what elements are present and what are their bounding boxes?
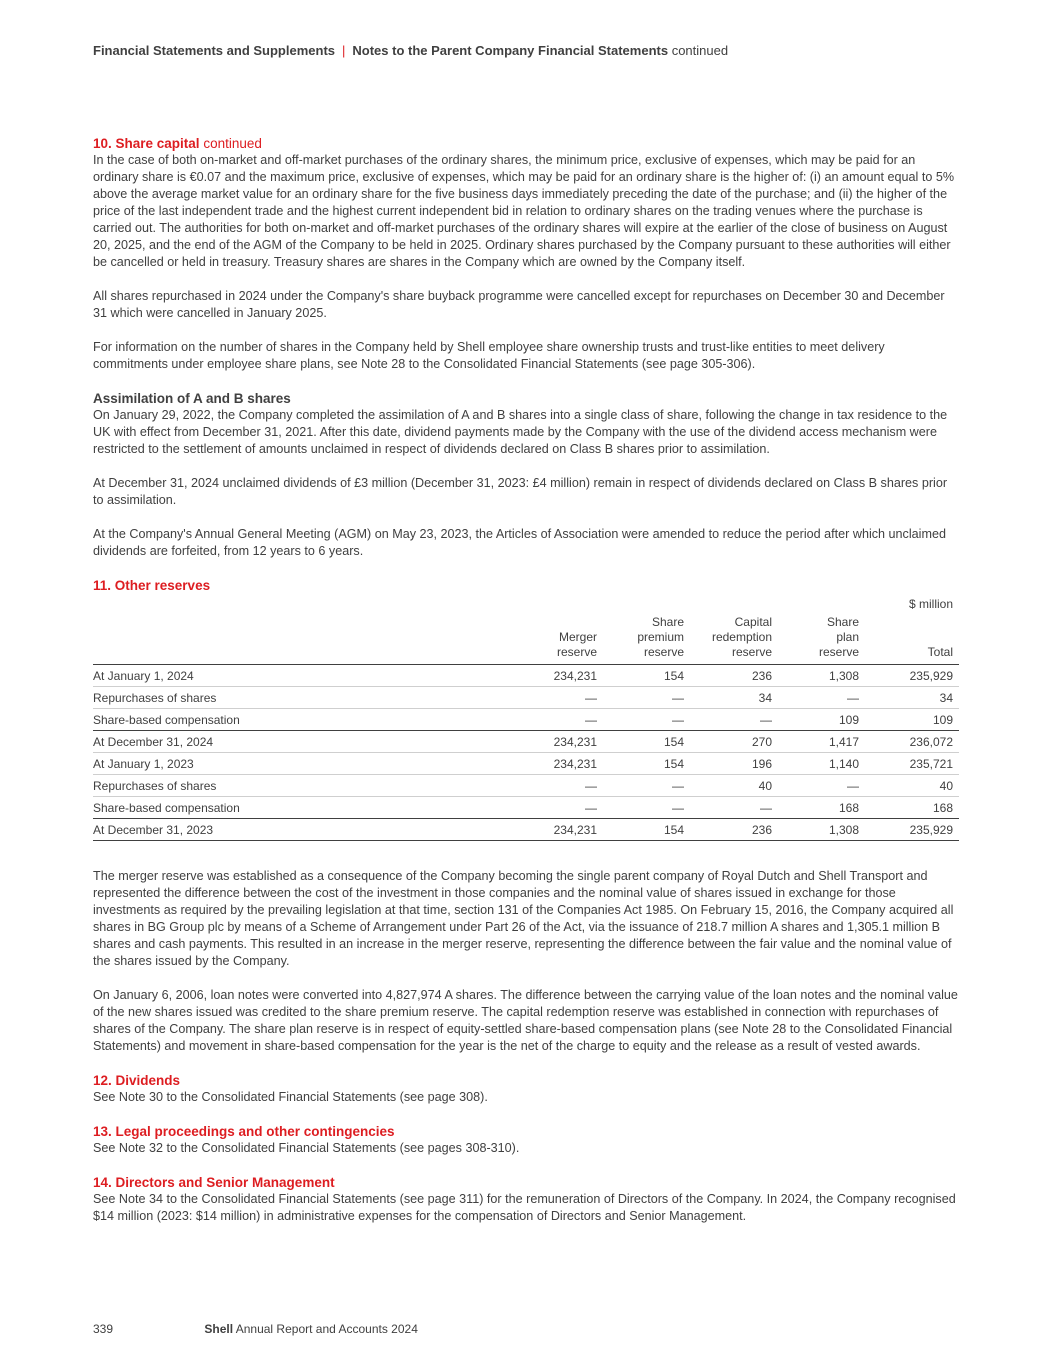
column-header: Share plan reserve bbox=[818, 615, 859, 659]
table-cell: — bbox=[603, 775, 690, 797]
note-12-heading: 12. Dividends bbox=[93, 1073, 181, 1088]
table-cell: 154 bbox=[603, 731, 690, 753]
table-row bbox=[93, 665, 959, 687]
table-cell: 34 bbox=[865, 687, 959, 709]
table-cell: 154 bbox=[603, 819, 690, 841]
other-reserves-table bbox=[93, 615, 959, 841]
table-row bbox=[93, 753, 959, 775]
table-cell: 168 bbox=[865, 797, 959, 819]
header-section: Financial Statements and Supplements bbox=[93, 43, 335, 58]
table-cell: 154 bbox=[603, 753, 690, 775]
note-13-text: See Note 32 to the Consolidated Financial Statements (see pages 308-310). bbox=[93, 1141, 520, 1155]
table-cell: 40 bbox=[690, 775, 778, 797]
table-cell: 235,929 bbox=[865, 665, 959, 687]
column-header: Total bbox=[927, 645, 953, 659]
table-cell: 154 bbox=[603, 665, 690, 687]
table-cell: — bbox=[603, 709, 690, 731]
table-cell: 1,140 bbox=[778, 753, 865, 775]
table-cell: 1,417 bbox=[778, 731, 865, 753]
table-cell: 234,231 bbox=[523, 753, 603, 775]
table-header-row bbox=[93, 615, 959, 665]
note-10-paragraph-5: At December 31, 2024 unclaimed dividends of £3 million (December 31, 2023: £4 million) remain in respect of dividends declared on Class B shares prior to assimilation. bbox=[93, 476, 948, 507]
header-suffix: continued bbox=[671, 43, 729, 58]
row-label: At January 1, 2024 bbox=[93, 665, 523, 687]
table-cell: — bbox=[778, 687, 865, 709]
assimilation-subheading: Assimilation of A and B shares bbox=[93, 391, 291, 406]
row-label: Share-based compensation bbox=[93, 797, 523, 819]
table-cell: 236 bbox=[690, 819, 778, 841]
table-cell: 109 bbox=[865, 709, 959, 731]
note-12-text: See Note 30 to the Consolidated Financial Statements (see page 308). bbox=[93, 1090, 488, 1104]
table-row bbox=[93, 797, 959, 819]
row-label: At January 1, 2023 bbox=[93, 753, 523, 775]
page-number: 339 bbox=[93, 1322, 114, 1336]
note-10-paragraph-3: For information on the number of shares in the Company held by Shell employee share ownership trusts and trust-like entities to meet delivery commitments under employee share plans, see Note 28 to the Consolidated Financial Statements (see page 305-306). bbox=[93, 340, 885, 371]
note-10-paragraph-1: In the case of both on-market and off-market purchases of the ordinary shares, the minimum price, exclusive of expenses, which may be paid for an ordinary share is €0.07 and the maximum price, exclusive of expenses, which may be paid for an ordinary share is the higher of: (i) an amount equal to 5% above the average market value for an ordinary share for the five business days immediately preceding the date of the purchase; and (ii) the higher of the price of the last independent trade and the highest current independent bid in relation to ordinary shares on the trading venues where the purchase is carried out. The authorities for both on-market and off-market purchases of the ordinary shares will expire at the earlier of the close of business on August 20, 2025, and the end of the AGM of the Company to be held in 2025. Ordinary shares purchased by the Company pursuant to these authorities will either be cancelled or held in treasury. Treasury shares are shares in the Company which are owned by the Company itself. bbox=[93, 153, 955, 269]
row-label: At December 31, 2024 bbox=[93, 731, 523, 753]
page-footer bbox=[93, 1322, 418, 1336]
table-cell: 236 bbox=[690, 665, 778, 687]
table-cell: 235,929 bbox=[865, 819, 959, 841]
row-label: Repurchases of shares bbox=[93, 687, 523, 709]
table-cell: 168 bbox=[778, 797, 865, 819]
table-unit: $ million bbox=[908, 597, 953, 611]
row-label: At December 31, 2023 bbox=[93, 819, 523, 841]
note-10-heading: 10. Share capital continued bbox=[93, 136, 262, 151]
table-cell: 196 bbox=[690, 753, 778, 775]
table-cell: 1,308 bbox=[778, 665, 865, 687]
table-row bbox=[93, 819, 959, 841]
table-cell: — bbox=[603, 687, 690, 709]
table-cell: 236,072 bbox=[865, 731, 959, 753]
note-11-paragraph-1: The merger reserve was established as a consequence of the Company becoming the single parent company of Royal Dutch and Shell Transport and represented the difference between the cost of the investment in those companies and the nominal value of shares issued in exchange for those investments as required by the prevailing legislation at that time, section 131 of the Companies Act 1985. On February 15, 2016, the Company acquired all shares in BG Group plc by means of a Scheme of Arrangement under Part 26 of the Act, via the issuance of 218.7 million A shares and 1,305.1 million B shares and cash payments. This resulted in an increase in the merger reserve, representing the difference between the fair value and the nominal value of the shares issued by the Company. bbox=[93, 869, 954, 968]
table-cell: — bbox=[523, 775, 603, 797]
note-14-text: See Note 34 to the Consolidated Financial Statements (see page 311) for the remuneration of Directors of the Company. In 2024, the Company recognised $14 million (2023: $14 million) in administrative expenses for the compensation of Directors and Senior Management. bbox=[93, 1192, 956, 1223]
table-cell: 234,231 bbox=[523, 665, 603, 687]
table-row bbox=[93, 775, 959, 797]
column-header: Capital redemption reserve bbox=[711, 615, 772, 659]
row-label: Share-based compensation bbox=[93, 709, 523, 731]
main-content bbox=[93, 135, 959, 1225]
table-cell: 34 bbox=[690, 687, 778, 709]
note-11-paragraph-2: On January 6, 2006, loan notes were converted into 4,827,974 A shares. The difference between the carrying value of the loan notes and the nominal value of the new shares issued was credited to the share premium reserve. The capital redemption reserve was established in connection with repurchases of shares of the Company. The share plan reserve is in respect of equity-settled share-based compensation plans (see Note 28 to the Consolidated Financial Statements) and movement in share-based compensation for the year is the net of the charge to equity and the release as a result of vested awards. bbox=[93, 988, 958, 1053]
table-row bbox=[93, 709, 959, 731]
table-cell: 234,231 bbox=[523, 731, 603, 753]
table-cell: — bbox=[778, 775, 865, 797]
table-row bbox=[93, 731, 959, 753]
note-10-paragraph-4: On January 29, 2022, the Company completed the assimilation of A and B shares into a single class of share, following the change in tax residence to the UK with effect from December 31, 2021. After this date, dividend payments made by the Company with the use of the dividend access mechanism were restricted to the settlement of amounts unclaimed in respect of dividends declared on Class B shares prior to assimilation. bbox=[93, 408, 948, 456]
note-14-heading: 14. Directors and Senior Management bbox=[93, 1175, 335, 1190]
table-cell: — bbox=[690, 797, 778, 819]
table-cell: 235,721 bbox=[865, 753, 959, 775]
table-row bbox=[93, 687, 959, 709]
footer-publication: Annual Report and Accounts 2024 bbox=[235, 1322, 418, 1336]
table-cell: — bbox=[523, 687, 603, 709]
table-cell: 40 bbox=[865, 775, 959, 797]
note-10-paragraph-6: At the Company's Annual General Meeting (AGM) on May 23, 2023, the Articles of Association were amended to reduce the period after which unclaimed dividends are forfeited, from 12 years to 6 years. bbox=[93, 527, 946, 558]
footer-brand: Shell bbox=[204, 1322, 234, 1336]
note-13-heading: 13. Legal proceedings and other contingencies bbox=[93, 1124, 395, 1139]
table-cell: — bbox=[523, 797, 603, 819]
table-cell: 234,231 bbox=[523, 819, 603, 841]
table-cell: — bbox=[690, 709, 778, 731]
header-separator: | bbox=[342, 43, 346, 58]
table-cell: — bbox=[523, 709, 603, 731]
note-10-heading-suffix: continued bbox=[203, 136, 262, 151]
page-header bbox=[93, 43, 728, 58]
table-cell: 270 bbox=[690, 731, 778, 753]
row-label: Repurchases of shares bbox=[93, 775, 523, 797]
note-10-paragraph-2: All shares repurchased in 2024 under the Company's share buyback programme were cancelled except for repurchases on December 30 and December 31 which were cancelled in January 2025. bbox=[93, 289, 945, 320]
header-title: Notes to the Parent Company Financial Statements bbox=[352, 43, 669, 58]
table-cell: 1,308 bbox=[778, 819, 865, 841]
table-cell: 109 bbox=[778, 709, 865, 731]
column-header: Merger reserve bbox=[556, 630, 597, 659]
column-header: Share premium reserve bbox=[637, 615, 684, 659]
table-cell: — bbox=[603, 797, 690, 819]
note-11-heading: 11. Other reserves bbox=[93, 578, 211, 593]
